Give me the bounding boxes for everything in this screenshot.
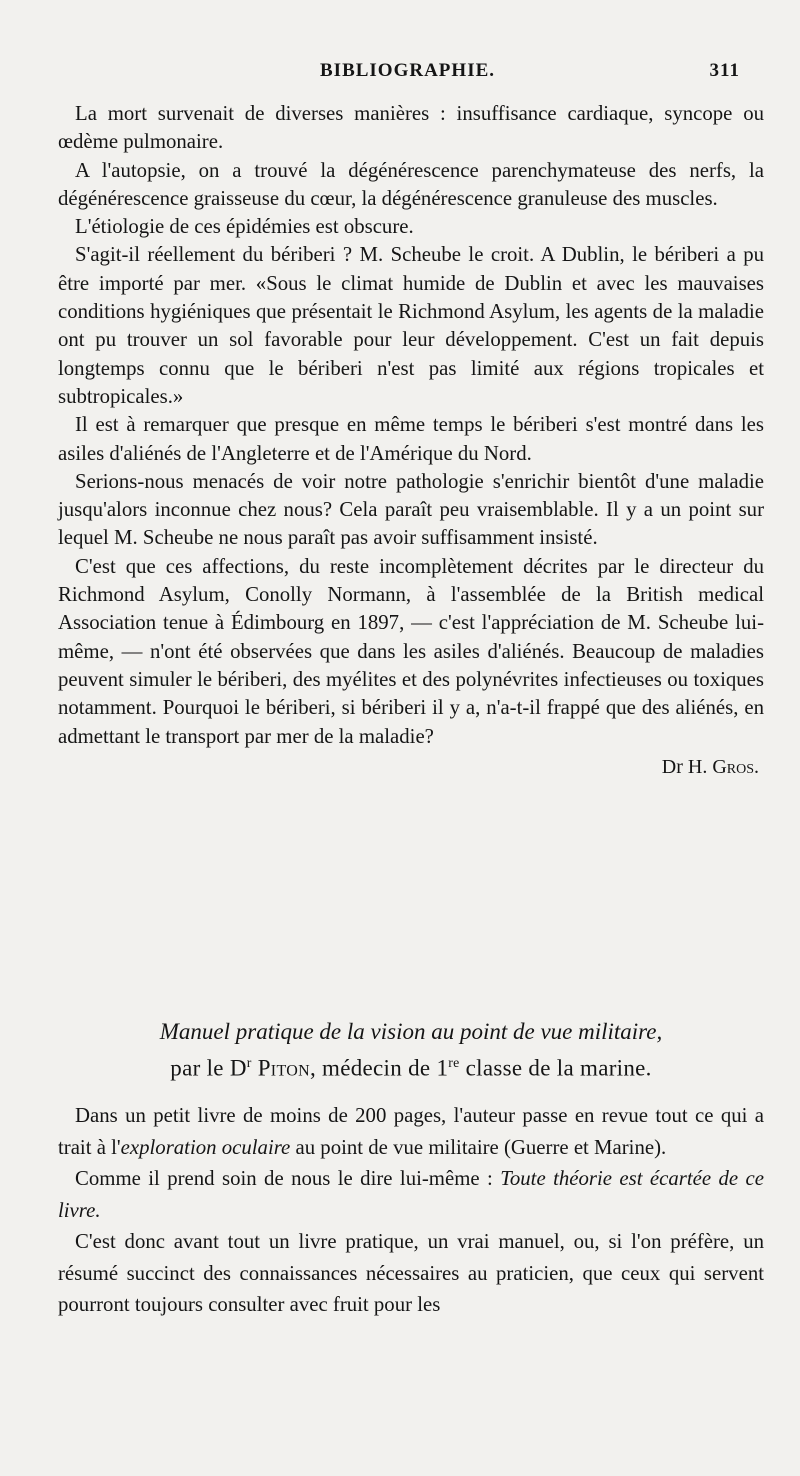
paragraph: La mort survenait de diverses manières : insuffisance cardiaque, syncope ou œdème pulmonaire. [58,102,764,154]
rank-sup: re [448,1055,460,1070]
running-head [320,60,740,90]
running-title: BIBLIOGRAPHIE. [320,60,496,81]
paragraph [58,1100,764,1163]
review-heading [58,1016,764,1084]
signature-name: H. Gros. [687,755,759,778]
text: au point de vue militaire (Guerre et Marine). [290,1135,667,1159]
author-rank: , médecin de 1 [309,1055,449,1081]
paragraph: Il est à remarquer que presque en même temps le bériberi s'est montré dans les asiles d'aliénés de l'Angleterre et de l'Amérique du Nord. [58,413,764,465]
paragraph [58,1163,764,1226]
paragraph: Serions-nous menacés de voir notre pathologie s'enrichir bientôt d'une maladie jusqu'alors inconnue chez nous? Cela paraît peu vraisemblable. Il y a un point sur lequel M. Scheube ne nous paraît pas avoir suffisamment insisté. [58,469,764,550]
paragraph: C'est donc avant tout un livre pratique, un vrai manuel, ou, si l'on préfère, un résumé succinct des connaissances nécessaires au praticien, que ceux qui servent pourront toujours consulter avec fruit pour les [58,1230,764,1316]
page-number: 311 [709,60,740,81]
italic-text: exploration oculaire [120,1135,291,1159]
text: Dans un petit livre de moins de 200 pages, l'auteur passe en revue tout ce qui a trait à l' [58,1104,764,1159]
review-continuation [58,100,764,781]
author-sup: r [246,1055,252,1070]
author-rank-end: classe de la marine. [459,1055,652,1081]
author-signature [58,753,764,781]
review-body [58,1100,764,1321]
book-author-line [58,1047,764,1084]
author-name: Piton [257,1055,310,1081]
signature-prefix: Dr [661,755,683,778]
text: Comme il prend soin de nous le dire lui-même : [75,1167,501,1190]
author-prefix: par le D [170,1055,247,1081]
italic-text: Toute théorie est écartée de ce livre. [58,1167,764,1222]
book-title: Manuel pratique de la vision au point de vue militaire, [159,1019,663,1044]
paragraph: C'est que ces affections, du reste incomplètement décrites par le directeur du Richmond Asylum, Conolly Normann, à l'assemblée de la British medical Association tenue à Édimbourg en 1897, — c'est l'appréciation de M. Scheube lui-même, — n'ont été observées que dans les asiles d'aliénés. Beaucoup de maladies peuvent simuler le bériberi, des myélites et des polynévrites infectieuses ou toxiques notamment. Pourquoi le bériberi, si bériberi il y a, n'a-t-il frappé que des aliénés, en admettant le transport par mer de la maladie? [58,554,764,748]
paragraph: L'étiologie de ces épidémies est obscure. [75,215,414,239]
paragraph: S'agit-il réellement du bériberi ? M. Scheube le croit. A Dublin, le bériberi a pu être importé par mer. «Sous le climat humide de Dublin et avec les mauvaises conditions hygiéniques que présentait le Richmond Asylum, les agents de la maladie ont pu trouver un sol favorable pour leur développement. C'est un fait depuis longtemps connu que le bériberi n'est pas limité aux régions tropicales et subtropicales.» [58,243,764,408]
paragraph: A l'autopsie, on a trouvé la dégénérescence parenchymateuse des nerfs, la dégénérescence graisseuse du cœur, la dégénérescence granuleuse des muscles. [58,158,764,210]
